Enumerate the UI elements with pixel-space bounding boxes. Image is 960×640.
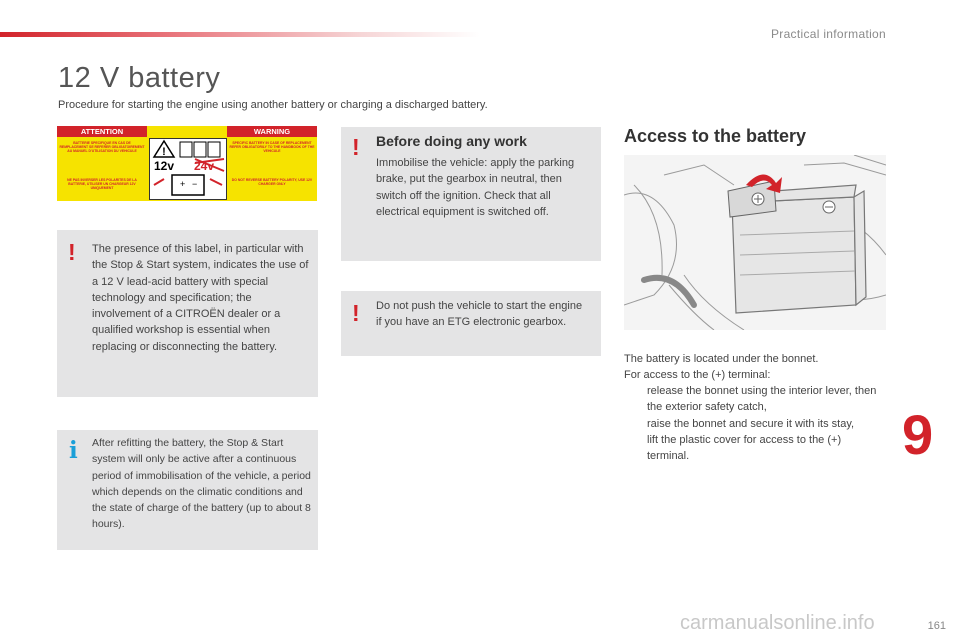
battery-warning-label: [57, 126, 317, 201]
warning-icon: !: [352, 300, 360, 326]
access-step-1: release the bonnet using the interior lever, then the exterior safety catch,: [647, 385, 877, 414]
label-24v-text: 24v: [194, 159, 215, 173]
page-number: 161: [927, 620, 946, 632]
info-icon: i: [69, 437, 78, 464]
label-battery-pictogram: [149, 138, 227, 200]
warning-panel-etg: [341, 291, 601, 356]
access-intro-location: The battery is located under the bonnet.: [624, 353, 819, 365]
svg-text:+: +: [180, 179, 186, 189]
label-attention-header: ATTENTION: [57, 126, 147, 137]
battery-location-illustration: [624, 155, 886, 330]
label-right-top-text: SPECIFIC BATTERY IN CASE OF REPLACEMENT REFER OBLIGATORILY TO THE HANDBOOK OF THE VEHICULE: [229, 141, 315, 154]
page-title: 12 V battery: [58, 62, 221, 94]
label-right-bottom-text: DO NOT REVERSE BATTERY POLARITY, USE 12V CHARGER ONLY: [231, 178, 313, 187]
page-subtitle: Procedure for starting the engine using another battery or charging a discharged battery.: [58, 99, 488, 111]
engine-bay-drawing-icon: [624, 155, 886, 330]
access-heading: Access to the battery: [624, 126, 807, 146]
info-panel-stop-start: [57, 430, 318, 550]
warning-panel-label: [57, 230, 318, 397]
label-warning-header: WARNING: [227, 126, 317, 137]
section-title: Practical information: [770, 27, 886, 41]
access-step-3: lift the plastic cover for access to the (+) terminal.: [647, 434, 842, 463]
label-left-top-text: BATTERIE SPECIFIQUE EN CAS DE REMPLACEMENT SE REFERER OBLIGATOIREMENT AU MANUEL D'UTILISATION DU VEHICULE: [59, 141, 145, 154]
warning-etg-text: Do not push the vehicle to start the engine if you have an ETG electronic gearbox.: [376, 300, 583, 329]
access-step-2: raise the bonnet and secure it with its stay,: [647, 418, 855, 430]
watermark-text: carmanualsonline.info: [680, 612, 875, 634]
access-intro-terminal: For access to the (+) terminal:: [624, 369, 771, 381]
warning-icon: !: [68, 239, 76, 265]
svg-text:!: !: [162, 146, 166, 158]
info-stop-start-text: After refitting the battery, the Stop & Start system will only be active after a continuous period of immobilisation of the vehicle, a period which depends on the climatic conditions and the state of charge of the battery (up to about 8 hours).: [92, 437, 311, 531]
before-work-panel: [341, 127, 601, 261]
before-work-text: Immobilise the vehicle: apply the parking brake, put the gearbox in neutral, then switch off the ignition. Check that all electrical equipment is switched off.: [376, 157, 575, 218]
header-accent-bar: [0, 32, 480, 37]
label-12v-text: 12v: [154, 159, 175, 173]
warning-label-text: The presence of this label, in particular with the Stop & Start system, indicates the use of a 12 V lead-acid battery with special technology and specification; the involvement of a CITROËN dealer or a qualified workshop is essential when replacing or disconnecting the battery.: [92, 243, 309, 353]
warning-icon: !: [352, 134, 360, 160]
svg-text:−: −: [192, 179, 198, 189]
chapter-number: 9: [902, 403, 934, 466]
label-left-bottom-text: NE PAS INVERSER LES POLARITES DE LA BATTERIE, UTILISER UN CHARGEUR 12V UNIQUEMENT: [67, 178, 137, 191]
before-work-heading: Before doing any work: [376, 133, 527, 149]
